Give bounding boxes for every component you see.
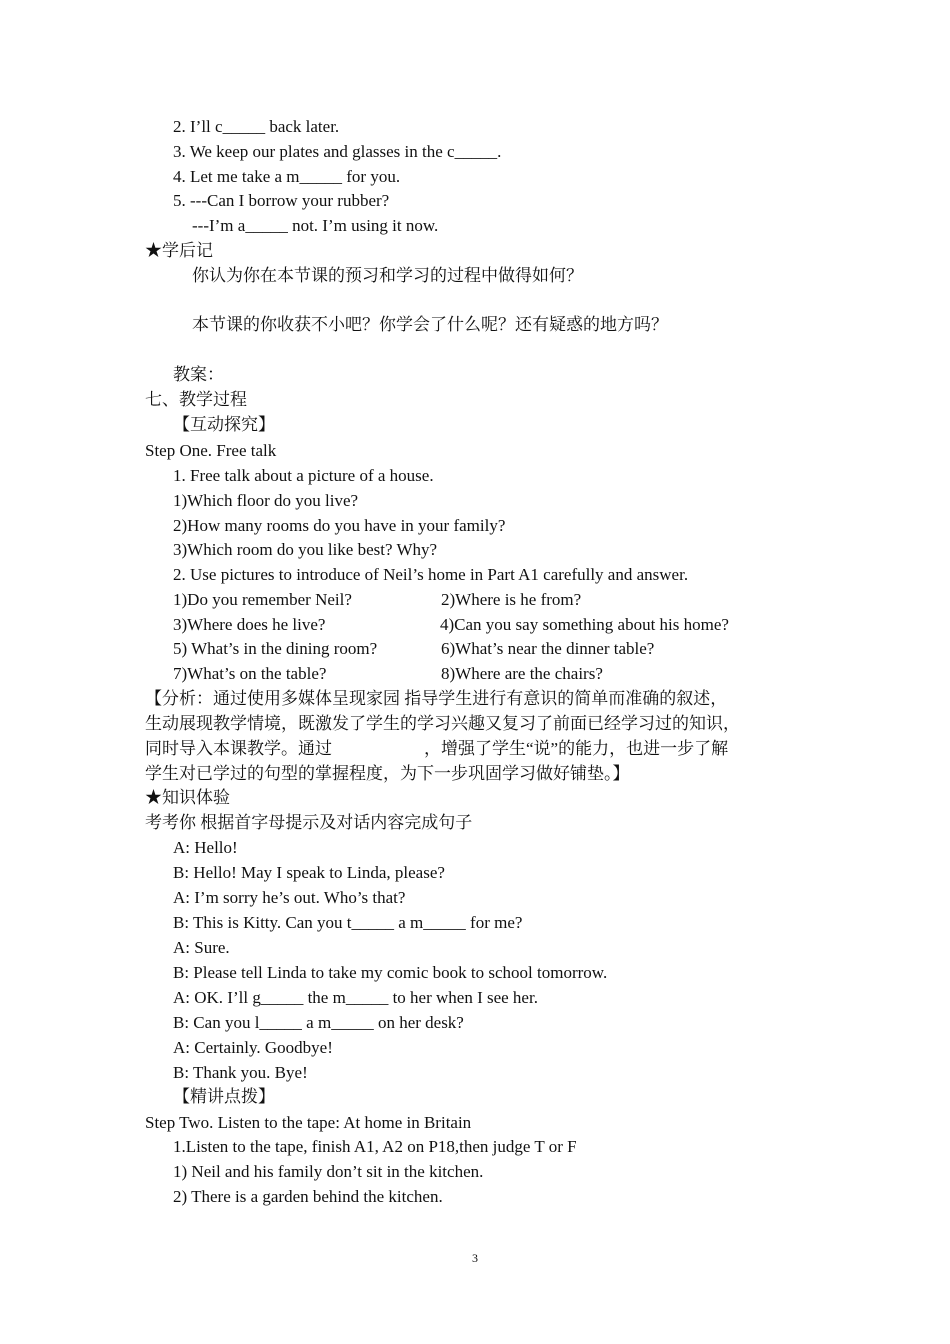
dialogue-line: A: I’m sorry he’s out. Who’s that? [173, 888, 406, 907]
analysis-line-2: 生动展现教学情境，既激发了学生的学习兴趣又复习了前面已经学习过的知识， [145, 714, 740, 733]
analysis-line-3-end: ，增强了学生“说”的能力，也进一步了解 [424, 739, 729, 758]
reflection-question-1: 你认为你在本节课的预习和学习的过程中做得如何？ [192, 266, 583, 285]
lesson-plan-label: 教案： [173, 365, 224, 384]
analysis-line-3 [145, 736, 809, 761]
exercise-item-2: 2. I’ll c_____ back later. [173, 117, 340, 136]
step-two-item-1: 1.Listen to the tape, finish A1, A2 on P18,then judge T or F [173, 1137, 577, 1156]
neil-question: 2)Where is he from? [441, 590, 582, 609]
dialogue-line: B: Hello! May I speak to Linda, please? [173, 863, 445, 882]
neil-question: 3)Where does he live? [173, 615, 326, 634]
analysis-line-3-start: 同时导入本课教学。通过 [145, 739, 332, 758]
neil-question: 1)Do you remember Neil? [173, 590, 352, 609]
neil-question: 6)What’s near the dinner table? [441, 639, 655, 658]
exercise-item-3: 3. We keep our plates and glasses in the c_____. [173, 142, 502, 161]
exercise-item-5-answer: ---I’m a_____ not. I’m using it now. [192, 216, 439, 235]
analysis-paragraph [145, 686, 809, 786]
page-number: 3 [472, 1251, 478, 1265]
free-talk-question: 1)Which floor do you live? [173, 491, 359, 510]
section-heading: 七、教学过程 [145, 390, 247, 409]
dialogue-line: A: Sure. [173, 938, 230, 957]
neil-question: 7)What’s on the table? [173, 664, 327, 683]
dialogue-line: B: This is Kitty. Can you t_____ a m_____ for me? [173, 913, 523, 932]
free-talk-question: 3)Which room do you like best? Why? [173, 540, 438, 559]
dialogue-line: B: Can you l_____ a m_____ on her desk? [173, 1013, 464, 1032]
neil-question: 5) What’s in the dining room? [173, 639, 378, 658]
dialogue-line: A: OK. I’ll g_____ the m_____ to her when I see her. [173, 988, 538, 1007]
neil-question: 8)Where are the chairs? [441, 664, 603, 683]
step-one-item-2: 2. Use pictures to introduce of Neil’s home in Part A1 carefully and answer. [173, 565, 689, 584]
dialogue-line: B: Thank you. Bye! [173, 1063, 308, 1082]
dialogue-line: A: Certainly. Goodbye! [173, 1038, 333, 1057]
exercise-item-5-question: 5. ---Can I borrow your rubber? [173, 191, 390, 210]
dialogue-line: B: Please tell Linda to take my comic book to school tomorrow. [173, 963, 608, 982]
free-talk-question: 2)How many rooms do you have in your family? [173, 516, 506, 535]
reflection-heading: ★学后记 [145, 241, 213, 260]
neil-question: 4)Can you say something about his home? [440, 615, 729, 634]
step-one-item-1: 1. Free talk about a picture of a house. [173, 466, 434, 485]
exercise-item-4: 4. Let me take a m_____ for you. [173, 167, 401, 186]
interactive-explore-label: 【互动探究】 [173, 415, 275, 434]
step-one-title: Step One. Free talk [145, 441, 277, 460]
knowledge-heading: ★知识体验 [145, 788, 230, 807]
explain-label: 【精讲点拨】 [173, 1087, 275, 1106]
reflection-question-2: 本节课的你收获不小吧？你学会了什么呢？还有疑惑的地方吗？ [192, 315, 668, 334]
dialogue-line: A: Hello! [173, 838, 238, 857]
true-false-statement: 2) There is a garden behind the kitchen. [173, 1187, 443, 1206]
true-false-statement: 1) Neil and his family don’t sit in the kitchen. [173, 1162, 484, 1181]
analysis-line-4: 学生对已学过的句型的掌握程度，为下一步巩固学习做好铺垫。】 [145, 764, 630, 783]
step-two-title: Step Two. Listen to the tape: At home in Britain [145, 1113, 472, 1132]
knowledge-instruction: 考考你 根据首字母提示及对话内容完成句子 [145, 813, 473, 832]
analysis-line-1: 【分析：通过使用多媒体呈现家园 指导学生进行有意识的简单而准确的叙述， [145, 689, 728, 708]
